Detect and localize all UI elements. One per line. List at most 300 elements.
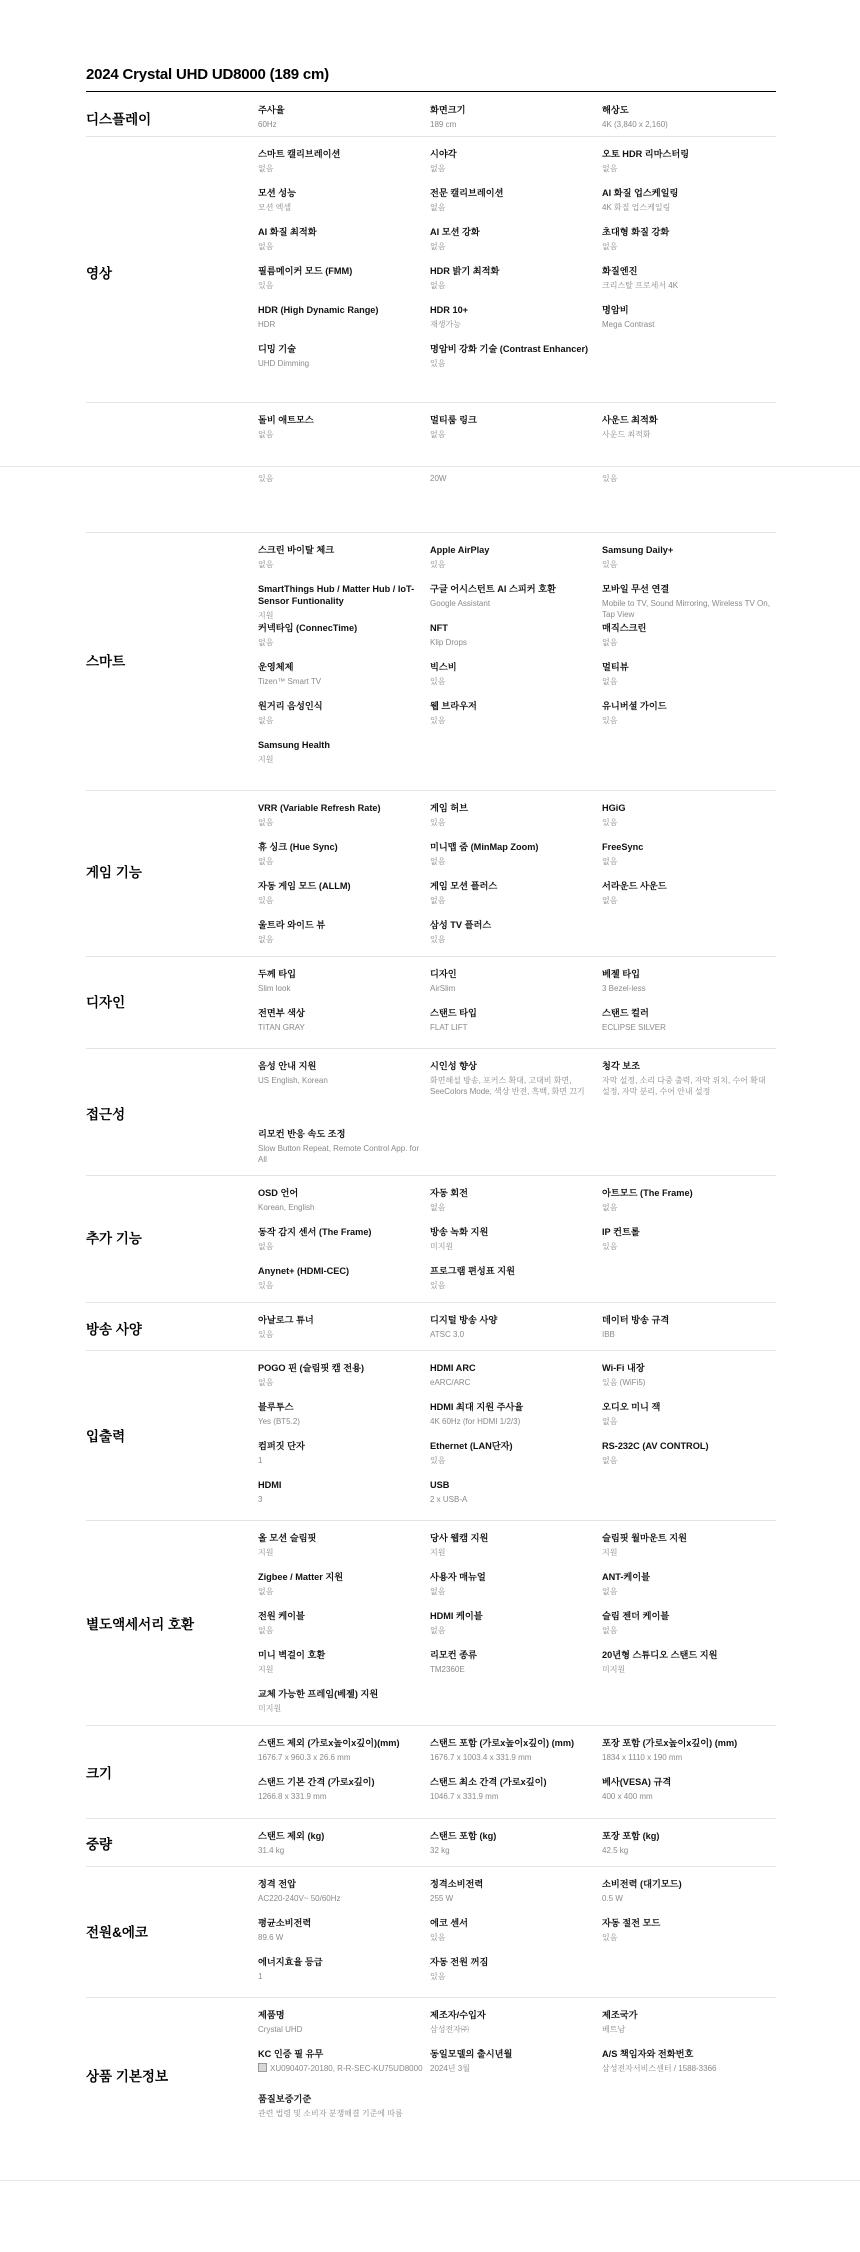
spec-name: 미니맵 줌 (MinMap Zoom) xyxy=(430,842,539,852)
spec-name: NFT xyxy=(430,623,448,633)
spec-value xyxy=(602,1752,770,1763)
spec-value xyxy=(602,1241,770,1252)
spec-item xyxy=(602,470,770,484)
spec-value-text: 있음 xyxy=(430,1933,446,1942)
spec-value xyxy=(258,1703,426,1714)
spec-name: HDR (High Dynamic Range) xyxy=(258,305,379,315)
spec-name: 베사(VESA) 규격 xyxy=(602,1777,672,1787)
spec-value-text: 0.5 W xyxy=(602,1894,623,1903)
spec-name: 아트모드 (The Frame) xyxy=(602,1188,693,1198)
spec-name: 모션 성능 xyxy=(258,188,297,198)
spec-item xyxy=(430,841,598,867)
spec-value-text: 미지원 xyxy=(430,1242,454,1251)
section-label: 스마트 xyxy=(86,654,126,669)
spec-value-text: 지원 xyxy=(430,1548,446,1557)
spec-item xyxy=(258,304,426,330)
spec-value-text: 없음 xyxy=(258,1378,274,1387)
spec-name: 운영체제 xyxy=(258,662,294,672)
spec-value xyxy=(430,1845,598,1856)
spec-value-text: AC220-240V~ 50/60Hz xyxy=(258,1894,341,1903)
spec-item xyxy=(430,104,598,130)
spec-item xyxy=(258,148,426,174)
spec-item xyxy=(258,470,426,484)
spec-value-text: Slow Button Repeat, Remote Control App. for All xyxy=(258,1144,419,1164)
spec-value-text: 없음 xyxy=(602,638,618,647)
spec-item xyxy=(430,148,598,174)
spec-value-text: 모션 엑셀 xyxy=(258,203,292,212)
spec-value xyxy=(602,1416,770,1427)
spec-name: 리모컨 종류 xyxy=(430,1650,477,1660)
spec-item xyxy=(258,544,426,570)
spec-item xyxy=(602,841,770,867)
spec-name: 평균소비전력 xyxy=(258,1918,312,1928)
spec-name: 명암비 강화 기술 (Contrast Enhancer) xyxy=(430,344,589,354)
spec-value-text: 3 xyxy=(258,1495,263,1504)
spec-name: 휴 싱크 (Hue Sync) xyxy=(258,842,338,852)
spec-value xyxy=(602,817,770,828)
spec-value-text: 있음 xyxy=(258,1281,274,1290)
spec-value-text: 삼성전자서비스센터 / 1588-3366 xyxy=(602,2064,717,2073)
spec-value-text: 있음 xyxy=(430,677,446,686)
spec-value-text: TITAN GRAY xyxy=(258,1023,305,1032)
spec-item xyxy=(602,1917,770,1943)
section-divider xyxy=(86,790,776,791)
spec-item xyxy=(258,1956,426,1982)
spec-name: 디자인 xyxy=(430,969,457,979)
spec-item xyxy=(258,802,426,828)
spec-name: 스마트 캘리브레이션 xyxy=(258,149,341,159)
spec-value-text: 없음 xyxy=(430,896,446,905)
spec-item xyxy=(602,187,770,213)
spec-item xyxy=(430,470,598,484)
spec-item xyxy=(602,1226,770,1252)
spec-item xyxy=(258,739,426,765)
spec-value xyxy=(430,1022,598,1033)
spec-value xyxy=(258,1416,426,1427)
spec-name: 포장 포함 (가로x높이x깊이) (mm) xyxy=(602,1738,738,1748)
spec-item xyxy=(430,1737,598,1763)
spec-item xyxy=(430,1265,598,1291)
spec-item xyxy=(430,1007,598,1033)
spec-value xyxy=(258,202,426,213)
spec-value-text: Slim look xyxy=(258,984,291,993)
spec-value-text: eARC/ARC xyxy=(430,1378,471,1387)
spec-value xyxy=(602,163,770,174)
section-divider xyxy=(86,1997,776,1998)
spec-name: Samsung Daily+ xyxy=(602,545,674,555)
spec-value-text: 60Hz xyxy=(258,120,277,129)
spec-value xyxy=(258,1586,426,1597)
spec-value-text: 있음 xyxy=(430,560,446,569)
spec-value xyxy=(602,1075,770,1097)
spec-name: 멀티뷰 xyxy=(602,662,629,672)
spec-item xyxy=(430,1479,598,1505)
spec-item xyxy=(258,1128,426,1165)
spec-value xyxy=(430,319,598,330)
spec-value xyxy=(430,637,598,648)
spec-value-text: 없음 xyxy=(602,1456,618,1465)
spec-value-text: 4K (3,840 x 2,160) xyxy=(602,120,668,129)
spec-value xyxy=(258,1377,426,1388)
spec-item xyxy=(430,919,598,945)
spec-item xyxy=(258,1362,426,1388)
spec-value xyxy=(602,1547,770,1558)
spec-value xyxy=(258,358,426,369)
spec-name: 명암비 xyxy=(602,305,629,315)
spec-value xyxy=(430,1202,598,1213)
spec-item xyxy=(258,1776,426,1802)
spec-name: 디지털 방송 사양 xyxy=(430,1315,498,1325)
spec-name: 스탠드 제외 (kg) xyxy=(258,1831,325,1841)
spec-value xyxy=(258,1752,426,1763)
spec-item xyxy=(602,1007,770,1033)
spec-value-text: 있음 xyxy=(430,818,446,827)
spec-name: HGiG xyxy=(602,803,626,813)
spec-value-text: 없음 xyxy=(258,430,274,439)
spec-item xyxy=(258,1610,426,1636)
spec-value xyxy=(430,1932,598,1943)
spec-value xyxy=(602,319,770,330)
section-label: 크기 xyxy=(86,1766,113,1781)
spec-item xyxy=(258,1688,426,1714)
spec-name: 프로그램 편성표 지원 xyxy=(430,1266,515,1276)
spec-item xyxy=(258,1479,426,1505)
spec-value-text: 미지원 xyxy=(258,1704,282,1713)
spec-value xyxy=(602,2024,770,2035)
spec-name: 자동 회전 xyxy=(430,1188,469,1198)
spec-value xyxy=(258,1664,426,1675)
spec-value xyxy=(430,241,598,252)
spec-name: AI 화질 최적화 xyxy=(258,227,317,237)
spec-value xyxy=(602,676,770,687)
spec-value-text: 없음 xyxy=(602,677,618,686)
spec-value xyxy=(430,280,598,291)
spec-item xyxy=(602,304,770,330)
spec-value-text: 있음 xyxy=(602,560,618,569)
spec-value-text: 관련 법령 및 소비자 분쟁해결 기준에 따름 xyxy=(258,2109,403,2118)
spec-name: IP 컨트롤 xyxy=(602,1227,640,1237)
spec-name: HDMI 케이블 xyxy=(430,1611,483,1621)
spec-name: Samsung Health xyxy=(258,740,330,750)
spec-value-text: 1046.7 x 331.9 mm xyxy=(430,1792,499,1801)
spec-name: 자동 전원 꺼짐 xyxy=(430,1957,489,1967)
spec-value xyxy=(602,1202,770,1213)
section-label: 디자인 xyxy=(86,995,126,1010)
section-divider xyxy=(86,1818,776,1819)
spec-item xyxy=(430,265,598,291)
spec-value xyxy=(430,1752,598,1763)
spec-value-text: TM2360E xyxy=(430,1665,465,1674)
spec-value xyxy=(258,1494,426,1505)
spec-name: 구글 어시스턴트 AI 스피커 호환 xyxy=(430,584,556,594)
spec-value-text: 31.4 kg xyxy=(258,1846,285,1855)
spec-name: 스탠드 제외 (가로x높이x깊이)(mm) xyxy=(258,1738,400,1748)
spec-value xyxy=(602,1329,770,1340)
spec-value-text: 있음 xyxy=(602,716,618,725)
spec-item xyxy=(602,544,770,570)
spec-name: Zigbee / Matter 지원 xyxy=(258,1572,344,1582)
spec-name: SmartThings Hub / Matter Hub / IoT-Sensor Funtionality xyxy=(258,584,415,606)
spec-name: 스탠드 컬러 xyxy=(602,1008,649,1018)
spec-item xyxy=(430,2048,598,2074)
section-divider xyxy=(86,532,776,533)
spec-item xyxy=(430,414,598,440)
spec-name: 정격 전압 xyxy=(258,1879,297,1889)
spec-item xyxy=(258,104,426,130)
spec-value-text: UHD Dimming xyxy=(258,359,310,368)
spec-value xyxy=(602,241,770,252)
section-label: 전원&에코 xyxy=(86,1925,148,1940)
spec-name: 시야각 xyxy=(430,149,457,159)
spec-value xyxy=(602,473,770,484)
spec-name: 컴퍼짓 단자 xyxy=(258,1441,305,1451)
section-label: 디스플레이 xyxy=(86,112,152,127)
spec-value-text: 있음 xyxy=(430,359,446,368)
spec-name: 음성 안내 지원 xyxy=(258,1061,317,1071)
spec-value xyxy=(430,119,598,130)
spec-value xyxy=(430,1586,598,1597)
section-divider xyxy=(86,1725,776,1726)
spec-value xyxy=(258,856,426,867)
spec-value xyxy=(602,1791,770,1802)
spec-value xyxy=(602,1932,770,1943)
section-label: 영상 xyxy=(86,266,113,281)
spec-item xyxy=(258,343,426,369)
spec-value xyxy=(430,559,598,570)
spec-item xyxy=(258,622,426,648)
spec-item xyxy=(258,2009,426,2035)
spec-name: 오토 HDR 리마스터링 xyxy=(602,149,690,159)
spec-value xyxy=(258,1625,426,1636)
spec-value-text: 있음 xyxy=(602,1242,618,1251)
spec-name: HDMI xyxy=(258,1480,282,1490)
spec-value xyxy=(430,1280,598,1291)
spec-value xyxy=(258,1202,426,1213)
spec-name: 올 모션 슬림핏 xyxy=(258,1533,317,1543)
spec-item xyxy=(602,1878,770,1904)
page-separator xyxy=(0,466,860,467)
spec-item xyxy=(258,1649,426,1675)
spec-name: 청각 보조 xyxy=(602,1061,641,1071)
spec-value-text: 없음 xyxy=(258,935,274,944)
spec-value xyxy=(430,598,598,609)
spec-value xyxy=(258,676,426,687)
spec-value-text: 1 xyxy=(258,1456,263,1465)
spec-value-text: 있음 xyxy=(430,1281,446,1290)
spec-item xyxy=(430,1314,598,1340)
spec-item xyxy=(602,1610,770,1636)
section-label: 중량 xyxy=(86,1837,113,1852)
spec-value xyxy=(258,2108,426,2119)
spec-item xyxy=(258,414,426,440)
spec-value xyxy=(430,817,598,828)
spec-value-text: 400 x 400 mm xyxy=(602,1792,653,1801)
spec-name: HDMI ARC xyxy=(430,1363,476,1373)
spec-name: 제품명 xyxy=(258,2010,285,2020)
spec-name: Apple AirPlay xyxy=(430,545,490,555)
spec-name: 주사율 xyxy=(258,105,285,115)
spec-value xyxy=(258,983,426,994)
spec-value xyxy=(602,1022,770,1033)
spec-value xyxy=(258,1971,426,1982)
spec-item xyxy=(430,622,598,648)
spec-item xyxy=(258,2048,426,2074)
spec-value xyxy=(430,1664,598,1675)
spec-name: 미니 벽걸이 호환 xyxy=(258,1650,326,1660)
spec-value-text: 없음 xyxy=(258,560,274,569)
spec-name: 디밍 기술 xyxy=(258,344,297,354)
spec-value xyxy=(258,610,426,621)
spec-name: 아날로그 튜너 xyxy=(258,1315,314,1325)
spec-name: 당사 웹캠 지원 xyxy=(430,1533,489,1543)
spec-value xyxy=(430,1241,598,1252)
spec-value-text: 없음 xyxy=(430,1626,446,1635)
spec-item xyxy=(430,1649,598,1675)
spec-item xyxy=(602,700,770,726)
spec-value-text: ECLIPSE SILVER xyxy=(602,1023,666,1032)
spec-name: 해상도 xyxy=(602,105,629,115)
spec-item xyxy=(258,583,426,621)
spec-name: A/S 책임자와 전화번호 xyxy=(602,2049,694,2059)
spec-name: 서라운드 사운드 xyxy=(602,881,667,891)
spec-name: VRR (Variable Refresh Rate) xyxy=(258,803,381,813)
spec-item xyxy=(258,1917,426,1943)
spec-name: 두께 타입 xyxy=(258,969,297,979)
spec-item xyxy=(258,919,426,945)
spec-value-text: 재생가능 xyxy=(430,320,461,329)
section-label: 별도액세서리 호환 xyxy=(86,1617,195,1632)
spec-value-text: 없음 xyxy=(430,164,446,173)
spec-value xyxy=(258,817,426,828)
spec-value xyxy=(430,895,598,906)
spec-value-text: 미지원 xyxy=(602,1665,626,1674)
spec-name: 오디오 미니 잭 xyxy=(602,1402,661,1412)
spec-value xyxy=(258,1455,426,1466)
spec-item xyxy=(430,1571,598,1597)
spec-value xyxy=(258,119,426,130)
spec-value-text: 없음 xyxy=(602,896,618,905)
spec-item xyxy=(258,1440,426,1466)
spec-name: 사용자 매뉴얼 xyxy=(430,1572,486,1582)
spec-value xyxy=(258,1329,426,1340)
spec-item xyxy=(258,1265,426,1291)
spec-name: 동일모델의 출시년월 xyxy=(430,2049,513,2059)
spec-value-text: IBB xyxy=(602,1330,615,1339)
spec-name: 울트라 와이드 뷰 xyxy=(258,920,326,930)
spec-value xyxy=(430,1075,598,1097)
section-label: 입출력 xyxy=(86,1429,126,1444)
spec-value xyxy=(430,1329,598,1340)
spec-value-text: 있음 xyxy=(258,896,274,905)
spec-value xyxy=(602,598,770,620)
spec-item xyxy=(602,661,770,687)
spec-value xyxy=(258,2024,426,2035)
spec-value-text: Korean, English xyxy=(258,1203,315,1212)
spec-value xyxy=(602,856,770,867)
spec-value xyxy=(430,1547,598,1558)
spec-item xyxy=(430,880,598,906)
spec-item xyxy=(258,1401,426,1427)
spec-value xyxy=(258,1547,426,1558)
spec-value-text: 없음 xyxy=(602,1203,618,1212)
spec-item xyxy=(258,1878,426,1904)
spec-name: 슬림핏 월마운트 지원 xyxy=(602,1533,687,1543)
spec-value xyxy=(258,1791,426,1802)
spec-value xyxy=(430,1455,598,1466)
spec-value xyxy=(602,429,770,440)
spec-name: 제조자/수입자 xyxy=(430,2010,486,2020)
spec-value-text: ATSC 3.0 xyxy=(430,1330,465,1339)
spec-value xyxy=(430,715,598,726)
spec-value xyxy=(602,895,770,906)
spec-name: 스탠드 타입 xyxy=(430,1008,477,1018)
spec-value xyxy=(430,163,598,174)
spec-value xyxy=(258,1845,426,1856)
spec-item xyxy=(258,2093,426,2119)
spec-item xyxy=(602,265,770,291)
spec-value xyxy=(258,319,426,330)
spec-name: 화질엔진 xyxy=(602,266,638,276)
spec-value xyxy=(258,559,426,570)
spec-value-text: 없음 xyxy=(258,1242,274,1251)
spec-name: 리모컨 반응 속도 조정 xyxy=(258,1129,346,1139)
spec-item xyxy=(258,1314,426,1340)
spec-value-text: 없음 xyxy=(602,857,618,866)
spec-value xyxy=(602,1845,770,1856)
spec-name: 베젤 타입 xyxy=(602,969,641,979)
spec-value-text: 20W xyxy=(430,474,447,483)
spec-item xyxy=(430,1830,598,1856)
spec-value-text: 없음 xyxy=(602,164,618,173)
spec-value xyxy=(258,163,426,174)
spec-item xyxy=(430,1532,598,1558)
spec-name: 제조국가 xyxy=(602,2010,638,2020)
spec-item xyxy=(602,1776,770,1802)
spec-item xyxy=(258,841,426,867)
spec-name: 동작 감지 센서 (The Frame) xyxy=(258,1227,372,1237)
spec-name: 모바일 무선 연결 xyxy=(602,584,670,594)
spec-value xyxy=(258,429,426,440)
spec-value-text: 있음 xyxy=(602,818,618,827)
spec-value xyxy=(602,559,770,570)
spec-value-text: Crystal UHD xyxy=(258,2025,303,2034)
spec-name: 유니버셜 가이드 xyxy=(602,701,667,711)
spec-item xyxy=(258,187,426,213)
spec-name: 커넥타임 (ConnecTime) xyxy=(258,623,358,633)
spec-name: 돌비 애트모스 xyxy=(258,415,314,425)
spec-name: 화면크기 xyxy=(430,105,466,115)
spec-value-text: 있음 xyxy=(430,716,446,725)
spec-value xyxy=(258,1932,426,1943)
section-label: 게임 기능 xyxy=(86,865,142,880)
spec-name: RS-232C (AV CONTROL) xyxy=(602,1441,709,1451)
spec-item xyxy=(602,148,770,174)
spec-value-text: 있음 xyxy=(430,1456,446,1465)
spec-value-text: 4K 60Hz (for HDMI 1/2/3) xyxy=(430,1417,521,1426)
spec-item xyxy=(258,226,426,252)
spec-name: 시인성 향상 xyxy=(430,1061,477,1071)
spec-item xyxy=(602,968,770,994)
spec-item xyxy=(430,343,598,369)
spec-value xyxy=(430,2063,598,2074)
spec-value-text: 있음 xyxy=(258,1330,274,1339)
spec-value-text: 없음 xyxy=(602,1626,618,1635)
spec-item xyxy=(430,544,598,570)
spec-item xyxy=(602,1649,770,1675)
spec-name: POGO 핀 (슬림핏 캠 전용) xyxy=(258,1363,365,1373)
spec-value-text: 4K 화질 업스케일링 xyxy=(602,203,671,212)
spec-name: 슬림 젠더 케이블 xyxy=(602,1611,670,1621)
